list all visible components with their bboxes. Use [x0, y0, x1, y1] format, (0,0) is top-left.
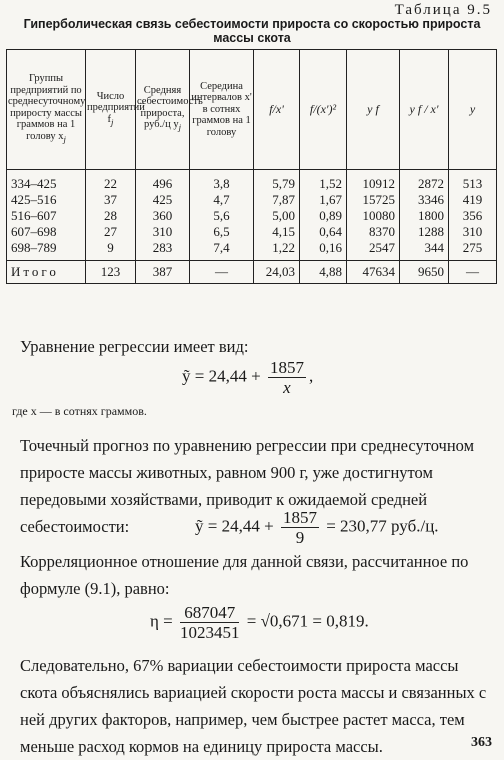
table-row: 334–425 22 496 3,8 5,79 1,52 10912 2872 513 — [7, 170, 497, 193]
note-units: где x — в сотнях граммов. — [12, 404, 147, 418]
page-number: 363 — [471, 735, 492, 750]
data-table — [6, 49, 497, 284]
total-row: Итого 123 387 — 24,03 4,88 47634 9650 — — [7, 261, 497, 284]
table-row: 516–607 28 360 5,6 5,00 0,89 10080 1800 356 — [7, 208, 497, 224]
paragraph-correlation: Корреляционное отношение для данной связи, рассчитанное по формуле (9.1), равно: — [20, 552, 469, 598]
header-y: y — [449, 50, 497, 170]
header-yf: y f — [347, 50, 400, 170]
header-f-over-x2: f/(x')² — [300, 50, 347, 170]
table-row: 425–516 37 425 4,7 7,87 1,67 15725 3346 419 — [7, 192, 497, 208]
equation-correlation: η = $\frac{687047}{1023451}$ = √0,671 = 0,819. — [150, 603, 369, 642]
table-title: Гиперболическая связь себестоимости прироста со скоростью прироста массы скота — [23, 17, 481, 45]
paragraph-forecast: Точечный прогноз по уравнению регрессии при среднесуточном приросте массы животных, равном 900 г, уже достигнутом передовыми хозяйствами, приводит к ожидаемой средней себестоимости: — [20, 436, 475, 536]
equation-regression: ỹ = 24,44 + $\frac{1857}{x}$ , — [182, 358, 314, 397]
equation-forecast: ỹ = 24,44 + $\frac{1857}{9}$ = 230,77 руб./ц. — [195, 508, 439, 547]
table-row: 698–789 9 283 7,4 1,22 0,16 2547 344 275 — [7, 240, 497, 261]
paragraph-conclusion: Следовательно, 67% вариации себестоимости прироста массы скота объяснялись вариацией скорости роста массы и связанных с ней других факторов, например, чем быстрее растет масса, тем меньше расход кормов на единицу прироста массы. — [20, 656, 487, 756]
paragraph-regression: Уравнение регрессии имеет вид: — [20, 337, 249, 356]
header-f-over-x: f/x' — [254, 50, 300, 170]
header-count: Число предприятий $f_j$ — [86, 50, 136, 170]
table-label: Таблица 9.5 — [394, 2, 492, 18]
table-row: 607–698 27 310 6,5 4,15 0,64 8370 1288 310 — [7, 224, 497, 240]
header-midpoint: Середина интервалов x' в сотнях граммов на 1 голову — [190, 50, 254, 170]
header-groups: Группы предприятий по среднесуточному приросту массы граммов на 1 голову $x_j$ — [7, 50, 86, 170]
header-cost: Средняя себестоимость прироста, руб./ц $y_j$ — [136, 50, 190, 170]
header-yf-over-x: y f / x' — [400, 50, 449, 170]
